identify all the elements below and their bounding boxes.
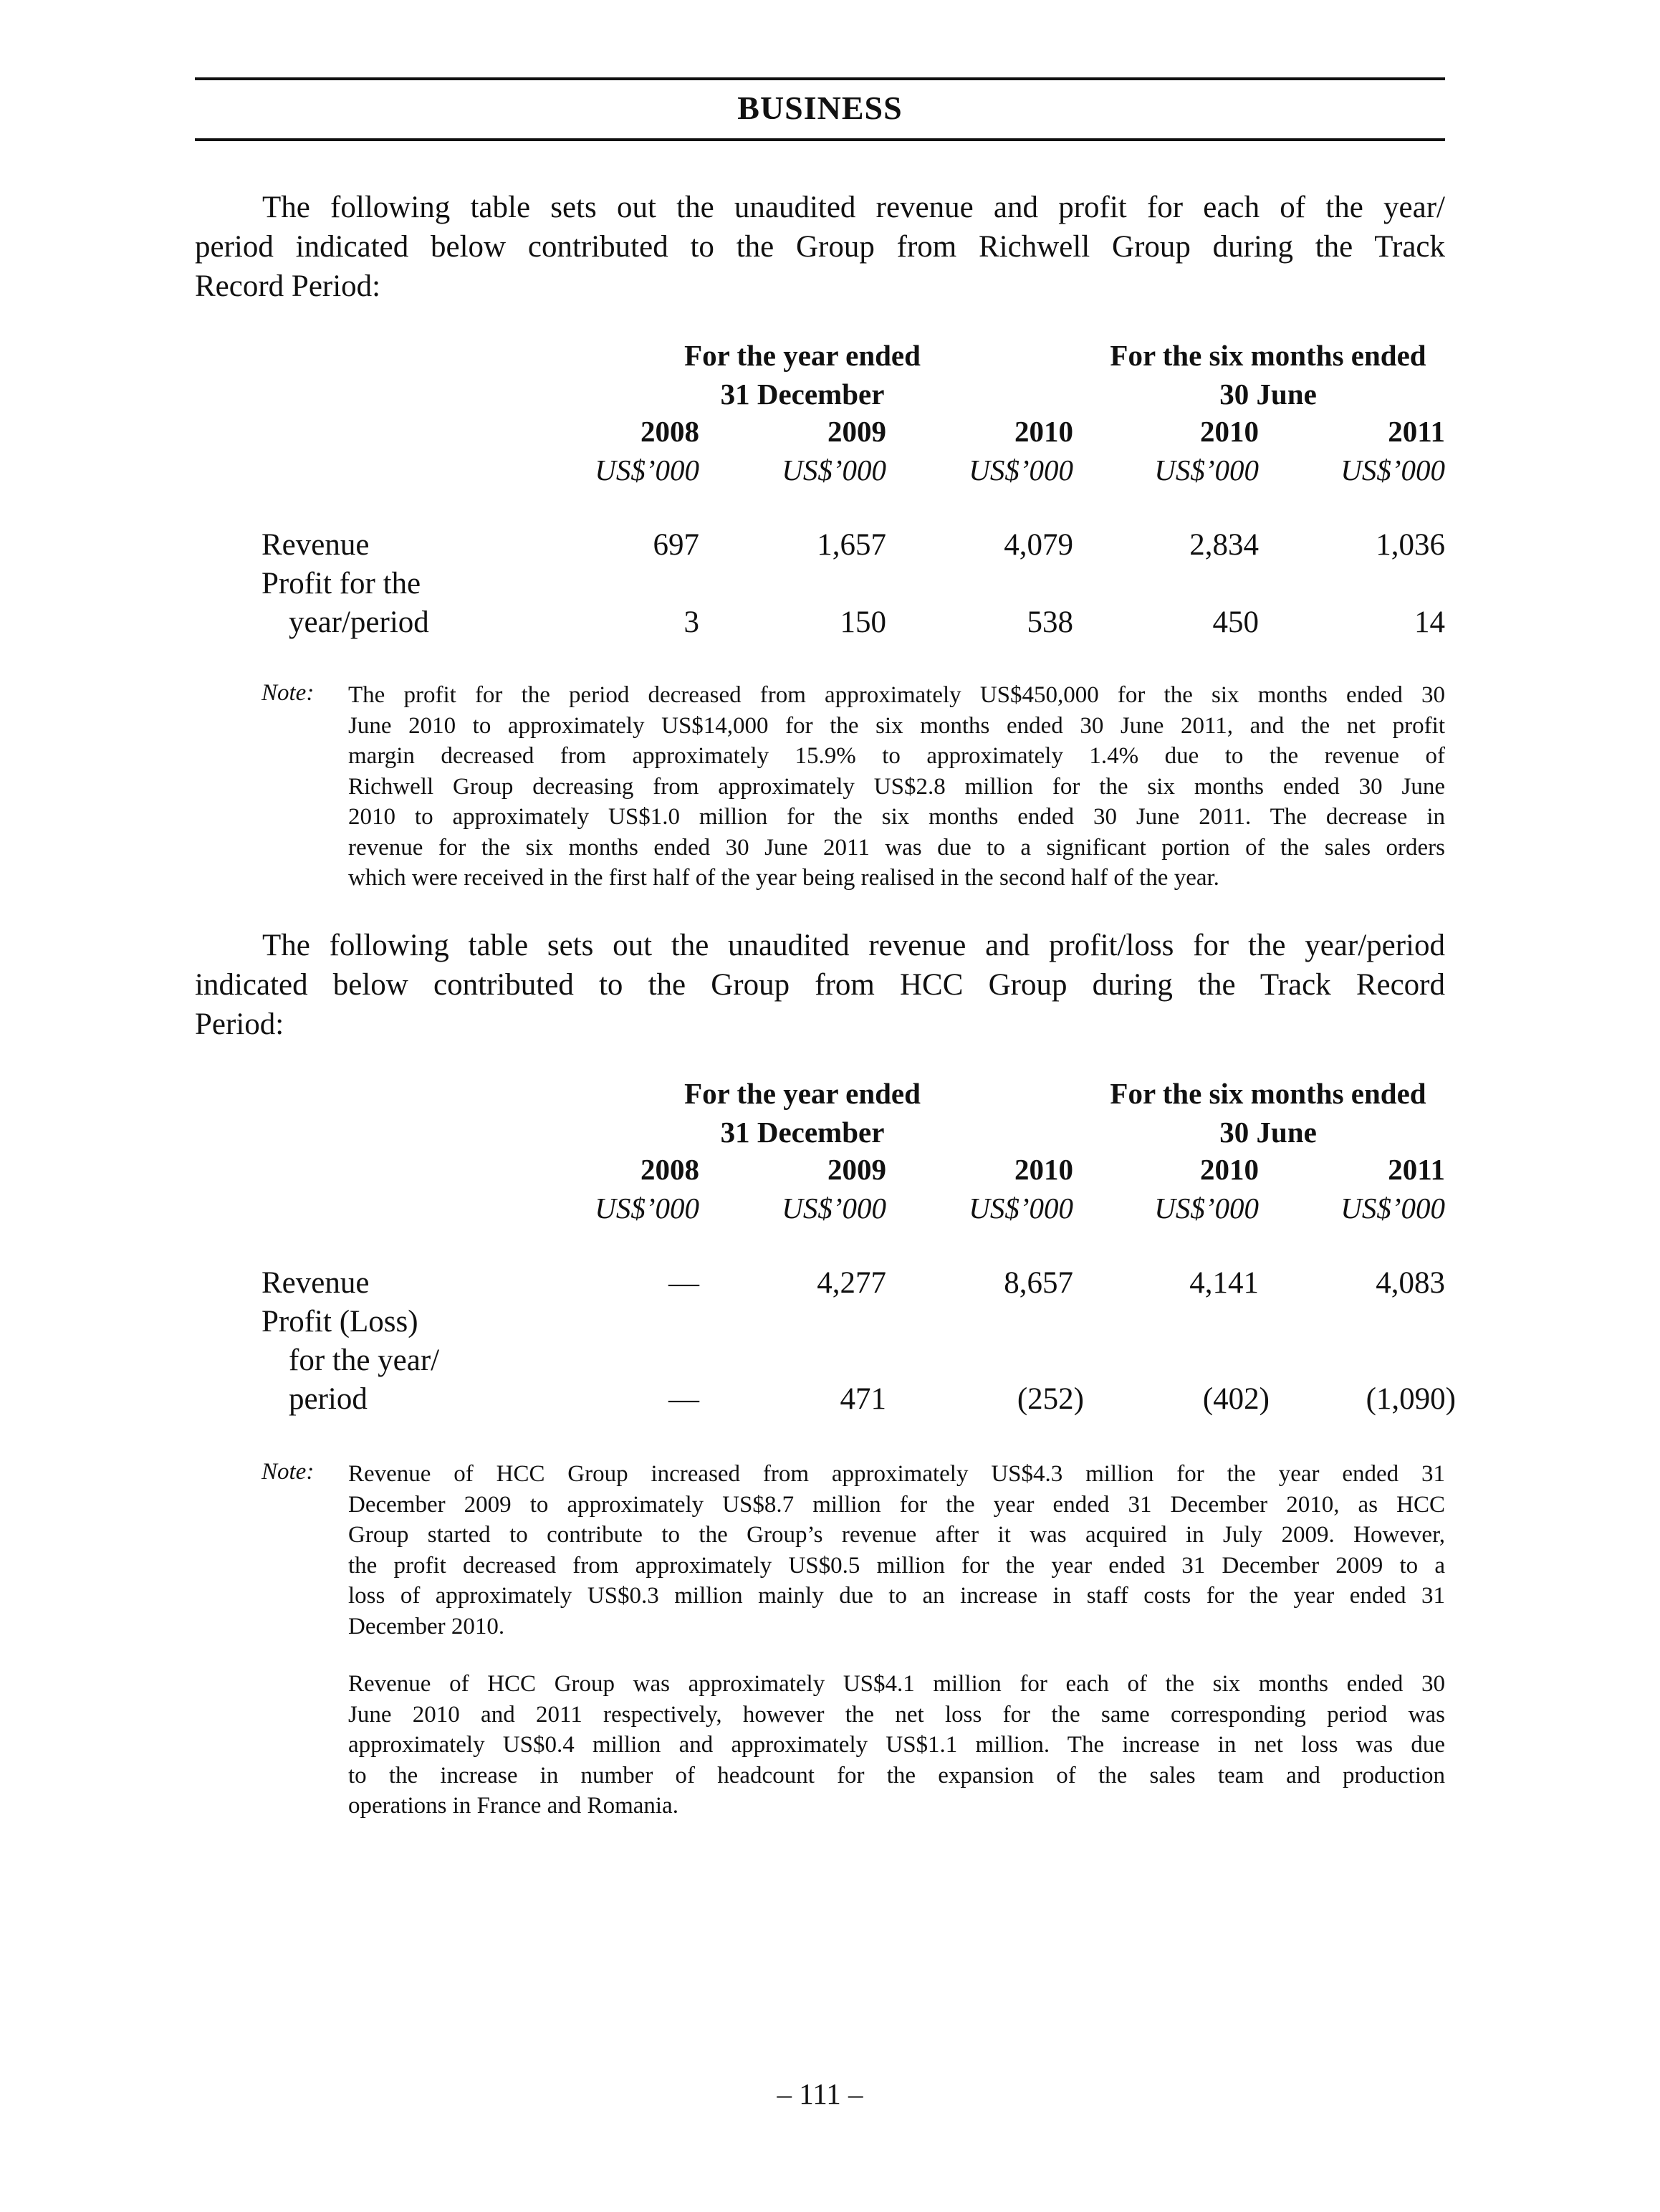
column-unit: US$’000 <box>595 1192 699 1225</box>
note-line: June 2010 and 2011 respectively, however the net loss for the same corresponding period was <box>348 1701 1445 1728</box>
table-cell: 1,036 <box>1376 528 1445 562</box>
column-year: 2010 <box>1200 1153 1259 1186</box>
note-line: loss of approximately US$0.3 million mainly due to an increase in staff costs for the year ended 31 <box>348 1583 1445 1609</box>
group-header-line: For the year ended <box>684 339 921 372</box>
note-line: The profit for the period decreased from approximately US$450,000 for the six months ended 30 <box>348 682 1445 708</box>
header-bottom-rule <box>195 138 1445 141</box>
row-label: period <box>289 1382 368 1416</box>
note-line: margin decreased from approximately 15.9% to approximately 1.4% due to the revenue of <box>348 743 1445 769</box>
note-line: 2010 to approximately US$1.0 million for the six months ended 30 June 2011. The decrease in <box>348 804 1445 830</box>
column-unit: US$’000 <box>1154 1192 1259 1225</box>
note-richwell <box>348 680 1445 894</box>
column-unit: US$’000 <box>782 1192 886 1225</box>
column-unit: US$’000 <box>595 454 699 487</box>
group-header-six-months <box>1089 338 1447 411</box>
note-line: Richwell Group decreasing from approximately US$2.8 million for the six months ended 30 June <box>348 773 1445 800</box>
note-line: the profit decreased from approximately US$0.5 million for the year ended 31 December 2009 to a <box>348 1552 1445 1579</box>
table-cell: 450 <box>1212 605 1259 639</box>
paragraph-line: Period: <box>195 1007 284 1041</box>
group-header-six-months <box>1089 1076 1447 1149</box>
note-line: which were received in the first half of the year being realised in the second half of the year. <box>348 865 1219 891</box>
group-header-line: 30 June <box>1219 378 1317 411</box>
column-year: 2010 <box>1200 415 1259 448</box>
table-cell: 4,079 <box>1004 528 1073 562</box>
row-label: for the year/ <box>289 1344 440 1377</box>
intro-paragraph-1 <box>195 188 1445 306</box>
note-line: approximately US$0.4 million and approximately US$1.1 million. The increase in net loss was due <box>348 1732 1445 1758</box>
column-unit: US$’000 <box>1154 454 1259 487</box>
table-cell: 14 <box>1414 605 1445 639</box>
note-line: June 2010 to approximately US$14,000 for the six months ended 30 June 2011, and the net profit <box>348 712 1445 739</box>
column-year: 2011 <box>1388 415 1445 448</box>
row-label: Revenue <box>262 1266 370 1300</box>
table-cell: 538 <box>1027 605 1073 639</box>
column-unit: US$’000 <box>1340 1192 1445 1225</box>
row-label: Profit for the <box>262 567 421 600</box>
table-cell: 8,657 <box>1004 1266 1073 1300</box>
table-cell: — <box>668 1266 699 1300</box>
note-line: Group started to contribute to the Group’s revenue after it was acquired in July 2009. However, <box>348 1522 1445 1548</box>
paragraph-line: indicated below contributed to the Group from HCC Group during the Track Record <box>195 968 1445 1002</box>
paragraph-line: period indicated below contributed to the Group from Richwell Group during the Track <box>195 230 1445 264</box>
column-year: 2010 <box>1014 1153 1073 1186</box>
note-line: revenue for the six months ended 30 June 2011 was due to a significant portion of the sales orders <box>348 834 1445 861</box>
column-unit: US$’000 <box>1340 454 1445 487</box>
table-cell: 697 <box>653 528 699 562</box>
page-header-title: BUSINESS <box>737 90 903 126</box>
row-label: year/period <box>289 605 429 639</box>
paragraph-line: Record Period: <box>195 269 381 303</box>
note-line: operations in France and Romania. <box>348 1793 678 1819</box>
column-year: 2011 <box>1388 1153 1445 1186</box>
column-unit: US$’000 <box>782 454 886 487</box>
group-header-line: 31 December <box>720 1116 885 1149</box>
table-cell: 4,277 <box>817 1266 886 1300</box>
table-cell: 150 <box>840 605 886 639</box>
note-hcc-paragraph-1 <box>348 1459 1445 1642</box>
intro-paragraph-2 <box>195 926 1445 1044</box>
column-year: 2009 <box>827 1153 886 1186</box>
table-cell: 3 <box>683 605 699 639</box>
column-unit: US$’000 <box>969 454 1073 487</box>
group-header-line: 30 June <box>1219 1116 1317 1149</box>
table-cell: — <box>668 1382 699 1416</box>
column-year: 2008 <box>641 415 699 448</box>
table-cell: 2,834 <box>1189 528 1259 562</box>
note-label: Note: <box>262 680 315 706</box>
header-top-rule <box>195 77 1445 80</box>
table-cell: (252) <box>1017 1382 1084 1416</box>
note-line: December 2009 to approximately US$8.7 million for the year ended 31 December 2010, as HCC <box>348 1491 1445 1518</box>
table-cell: 4,141 <box>1189 1266 1259 1300</box>
table-cell: 4,083 <box>1376 1266 1445 1300</box>
column-year: 2010 <box>1014 415 1073 448</box>
group-header-year-ended <box>645 1076 960 1149</box>
table-cell: (1,090) <box>1366 1382 1456 1416</box>
note-hcc-paragraph-2 <box>348 1669 1445 1821</box>
note-line: December 2010. <box>348 1613 505 1639</box>
row-label: Revenue <box>262 528 370 562</box>
table-cell: (402) <box>1202 1382 1270 1416</box>
table-cell: 471 <box>840 1382 886 1416</box>
column-year: 2009 <box>827 415 886 448</box>
paragraph-line: The following table sets out the unaudited revenue and profit/loss for the year/period <box>262 929 1445 962</box>
note-line: to the increase in number of headcount for the expansion of the sales team and production <box>348 1762 1445 1789</box>
group-header-line: For the six months ended <box>1110 339 1426 372</box>
row-label: Profit (Loss) <box>262 1305 418 1339</box>
table-cell: 1,657 <box>817 528 886 562</box>
column-unit: US$’000 <box>969 1192 1073 1225</box>
group-header-line: For the year ended <box>684 1077 921 1110</box>
page-number: – 111 – <box>777 2077 863 2110</box>
group-header-line: For the six months ended <box>1110 1077 1426 1110</box>
group-header-year-ended <box>645 338 960 411</box>
paragraph-line: The following table sets out the unaudited revenue and profit for each of the year/ <box>262 191 1445 224</box>
group-header-line: 31 December <box>720 378 885 411</box>
column-year: 2008 <box>641 1153 699 1186</box>
note-line: Revenue of HCC Group increased from approximately US$4.3 million for the year ended 31 <box>348 1461 1445 1487</box>
note-line: Revenue of HCC Group was approximately US$4.1 million for each of the six months ended 30 <box>348 1671 1445 1697</box>
note-label: Note: <box>262 1459 315 1485</box>
